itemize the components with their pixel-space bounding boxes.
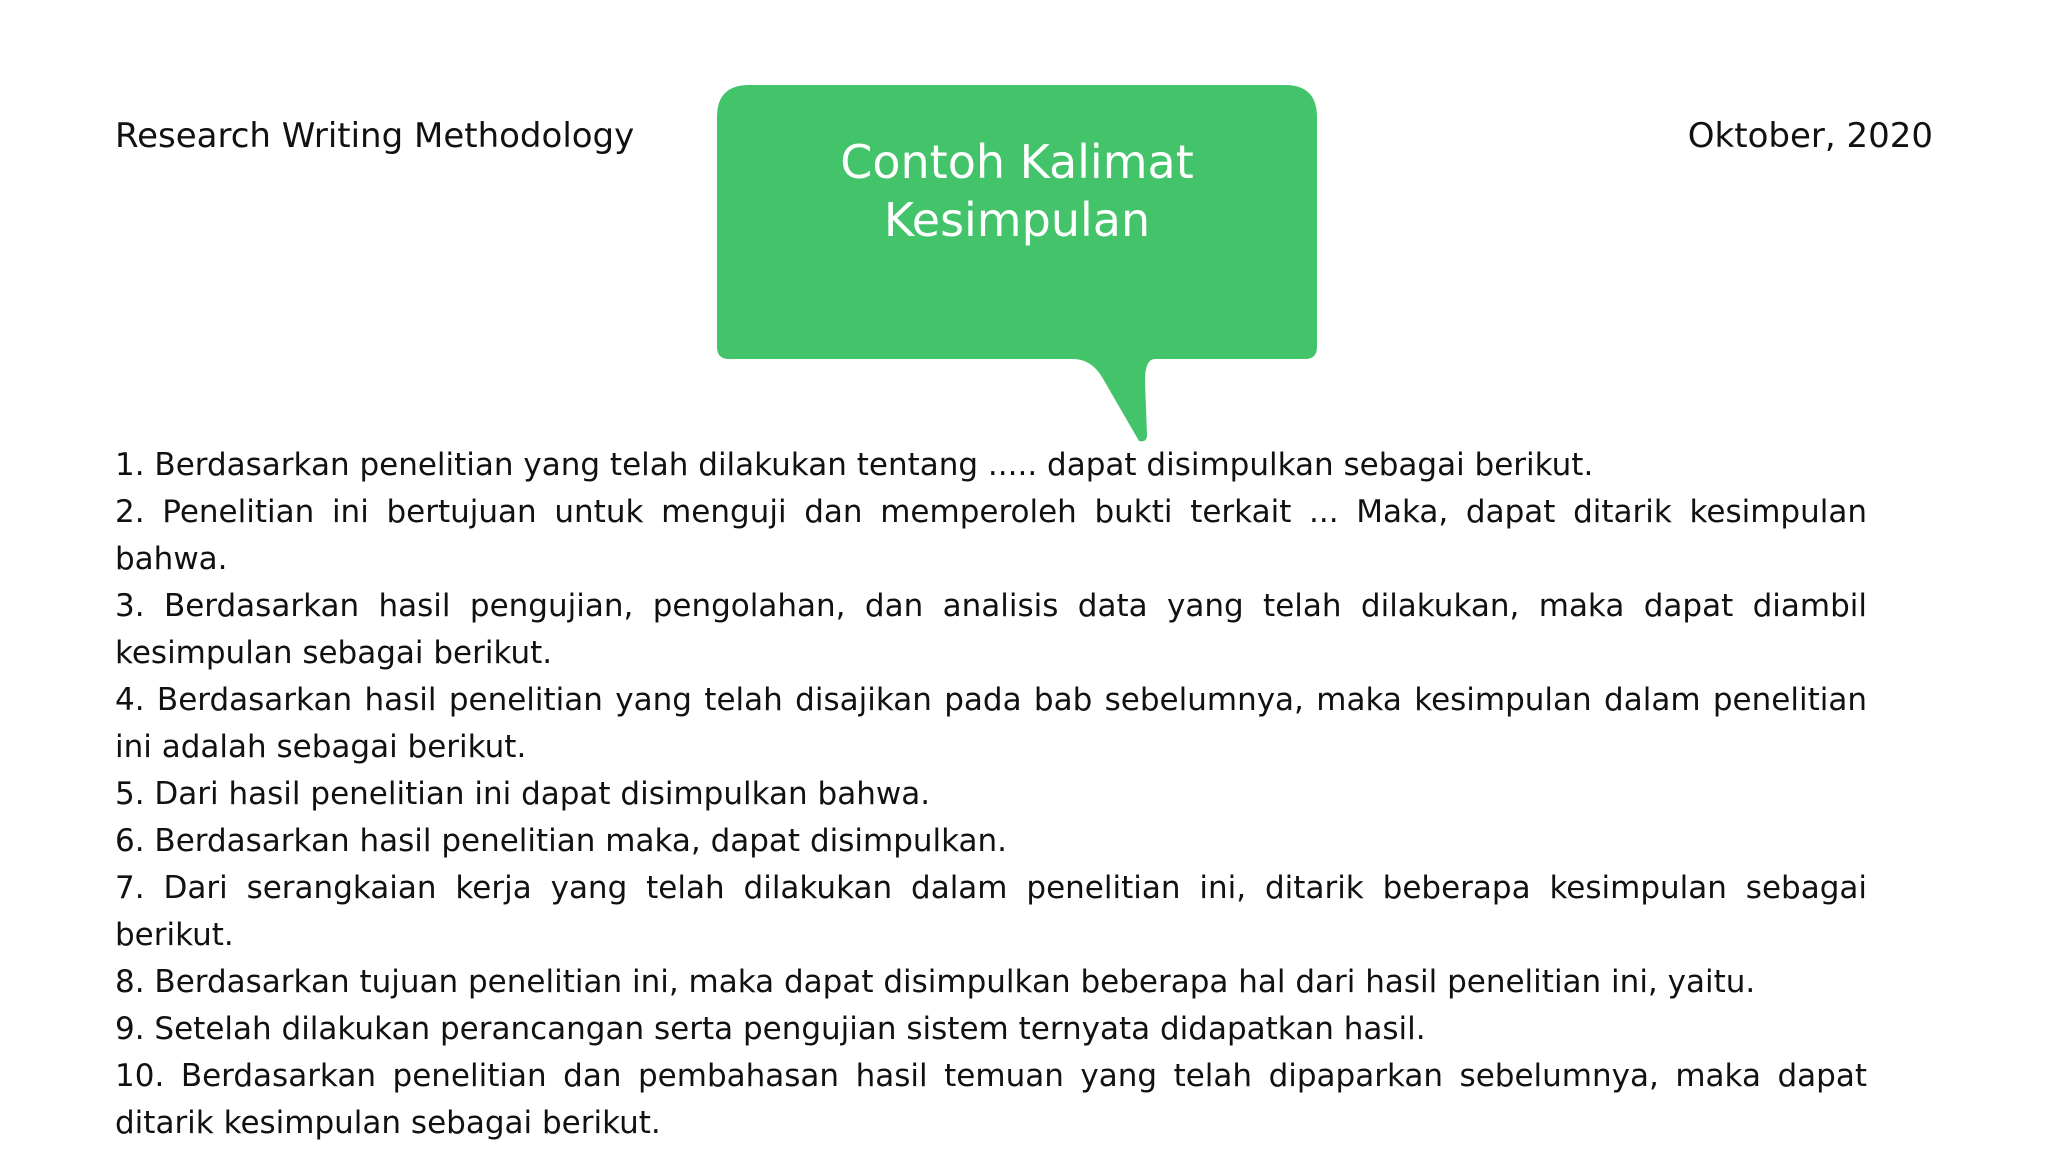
- list-item: 7. Dari serangkaian kerja yang telah dilakukan dalam penelitian ini, ditarik beberapa kesimpulan sebagai berikut.: [115, 870, 1867, 953]
- list-item: 2. Penelitian ini bertujuan untuk menguji dan memperoleh bukti terkait ... Maka, dapat ditarik kesimpulan bahwa.: [115, 494, 1867, 577]
- speech-bubble: [717, 85, 1317, 445]
- list-item: 5. Dari hasil penelitian ini dapat disimpulkan bahwa.: [115, 776, 931, 812]
- list-item: 1. Berdasarkan penelitian yang telah dilakukan tentang ..... dapat disimpulkan sebagai berikut.: [115, 447, 1594, 483]
- bubble-title-line-1: Contoh Kalimat: [840, 135, 1194, 189]
- list-item: 9. Setelah dilakukan perancangan serta pengujian sistem ternyata didapatkan hasil.: [115, 1011, 1426, 1047]
- bubble-title: [717, 133, 1317, 249]
- bubble-title-line-2: Kesimpulan: [883, 193, 1151, 247]
- list-item: 4. Berdasarkan hasil penelitian yang telah disajikan pada bab sebelumnya, maka kesimpulan dalam penelitian ini adalah sebagai berikut.: [115, 682, 1867, 765]
- conclusion-sentence-list: [115, 442, 1867, 1147]
- list-item: 8. Berdasarkan tujuan penelitian ini, maka dapat disimpulkan beberapa hal dari hasil penelitian ini, yaitu.: [115, 964, 1756, 1000]
- presentation-date: Oktober, 2020: [1687, 116, 1933, 156]
- presentation-title: Research Writing Methodology: [115, 116, 635, 156]
- list-item: 10. Berdasarkan penelitian dan pembahasan hasil temuan yang telah dipaparkan sebelumnya, maka dapat ditarik kesimpulan sebagai berikut.: [115, 1058, 1867, 1141]
- list-item: 3. Berdasarkan hasil pengujian, pengolahan, dan analisis data yang telah dilakukan, maka dapat diambil kesimpulan sebagai berikut.: [115, 588, 1867, 671]
- list-item: 6. Berdasarkan hasil penelitian maka, dapat disimpulkan.: [115, 823, 1008, 859]
